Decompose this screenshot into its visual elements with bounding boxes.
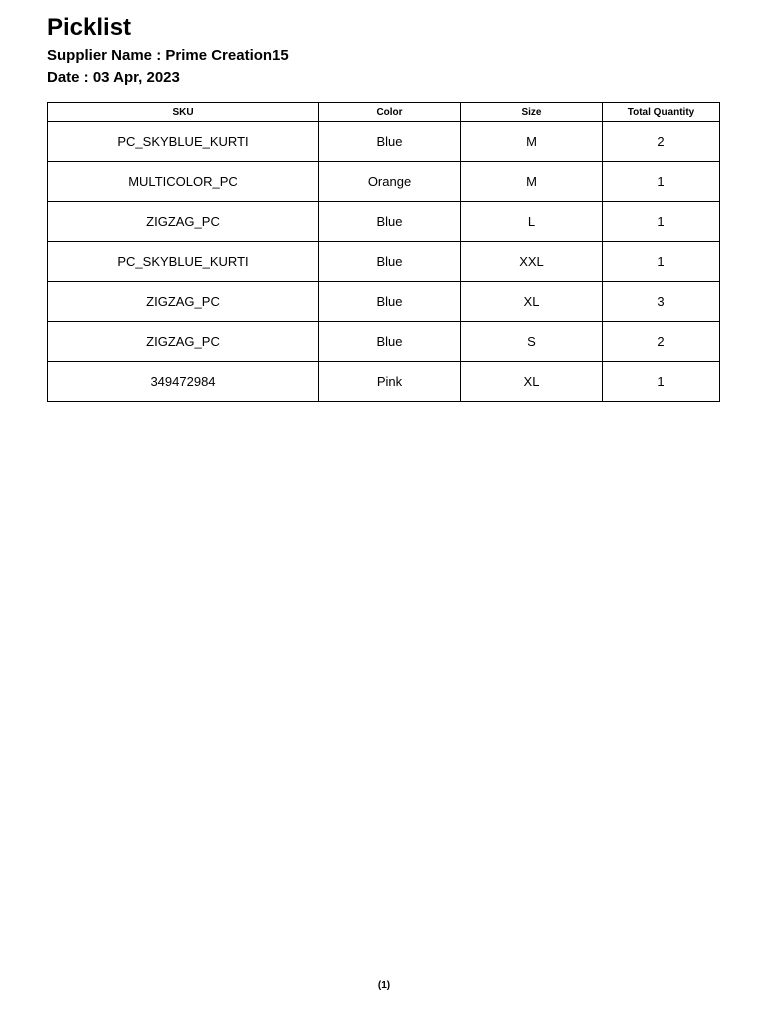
cell-color: Pink	[319, 362, 461, 402]
cell-sku: 349472984	[48, 362, 319, 402]
picklist-table	[47, 102, 720, 402]
table-row	[48, 122, 720, 162]
table-row	[48, 202, 720, 242]
cell-total-quantity: 1	[603, 162, 720, 202]
cell-color: Blue	[319, 242, 461, 282]
supplier-name: Prime Creation15	[165, 47, 289, 64]
cell-total-quantity: 1	[603, 242, 720, 282]
page-number: (1)	[377, 980, 391, 991]
header-color: Color	[319, 103, 461, 122]
table-row	[48, 162, 720, 202]
cell-size: XXL	[461, 242, 603, 282]
cell-size: M	[461, 122, 603, 162]
table-row	[48, 242, 720, 282]
cell-sku: PC_SKYBLUE_KURTI	[48, 242, 319, 282]
cell-color: Blue	[319, 282, 461, 322]
cell-total-quantity: 2	[603, 122, 720, 162]
supplier-line	[47, 46, 289, 66]
cell-total-quantity: 1	[603, 202, 720, 242]
date-line	[47, 68, 180, 88]
cell-sku: ZIGZAG_PC	[48, 322, 319, 362]
cell-total-quantity: 1	[603, 362, 720, 402]
table-row	[48, 322, 720, 362]
cell-sku: ZIGZAG_PC	[48, 202, 319, 242]
cell-size: L	[461, 202, 603, 242]
table-row	[48, 282, 720, 322]
cell-color: Blue	[319, 322, 461, 362]
cell-size: XL	[461, 282, 603, 322]
table-row	[48, 362, 720, 402]
cell-color: Blue	[319, 122, 461, 162]
header-size: Size	[461, 103, 603, 122]
cell-total-quantity: 2	[603, 322, 720, 362]
cell-size: XL	[461, 362, 603, 402]
cell-sku: PC_SKYBLUE_KURTI	[48, 122, 319, 162]
date-value: 03 Apr, 2023	[92, 69, 180, 86]
cell-total-quantity: 3	[603, 282, 720, 322]
cell-size: S	[461, 322, 603, 362]
cell-color: Orange	[319, 162, 461, 202]
cell-sku: ZIGZAG_PC	[48, 282, 319, 322]
supplier-label: Supplier Name :	[47, 47, 166, 64]
date-label: Date :	[47, 69, 93, 86]
table-header-row	[48, 103, 720, 122]
header-total-quantity: Total Quantity	[603, 103, 720, 122]
cell-color: Blue	[319, 202, 461, 242]
cell-sku: MULTICOLOR_PC	[48, 162, 319, 202]
cell-size: M	[461, 162, 603, 202]
page-title: Picklist	[47, 14, 132, 41]
header-sku: SKU	[48, 103, 319, 122]
